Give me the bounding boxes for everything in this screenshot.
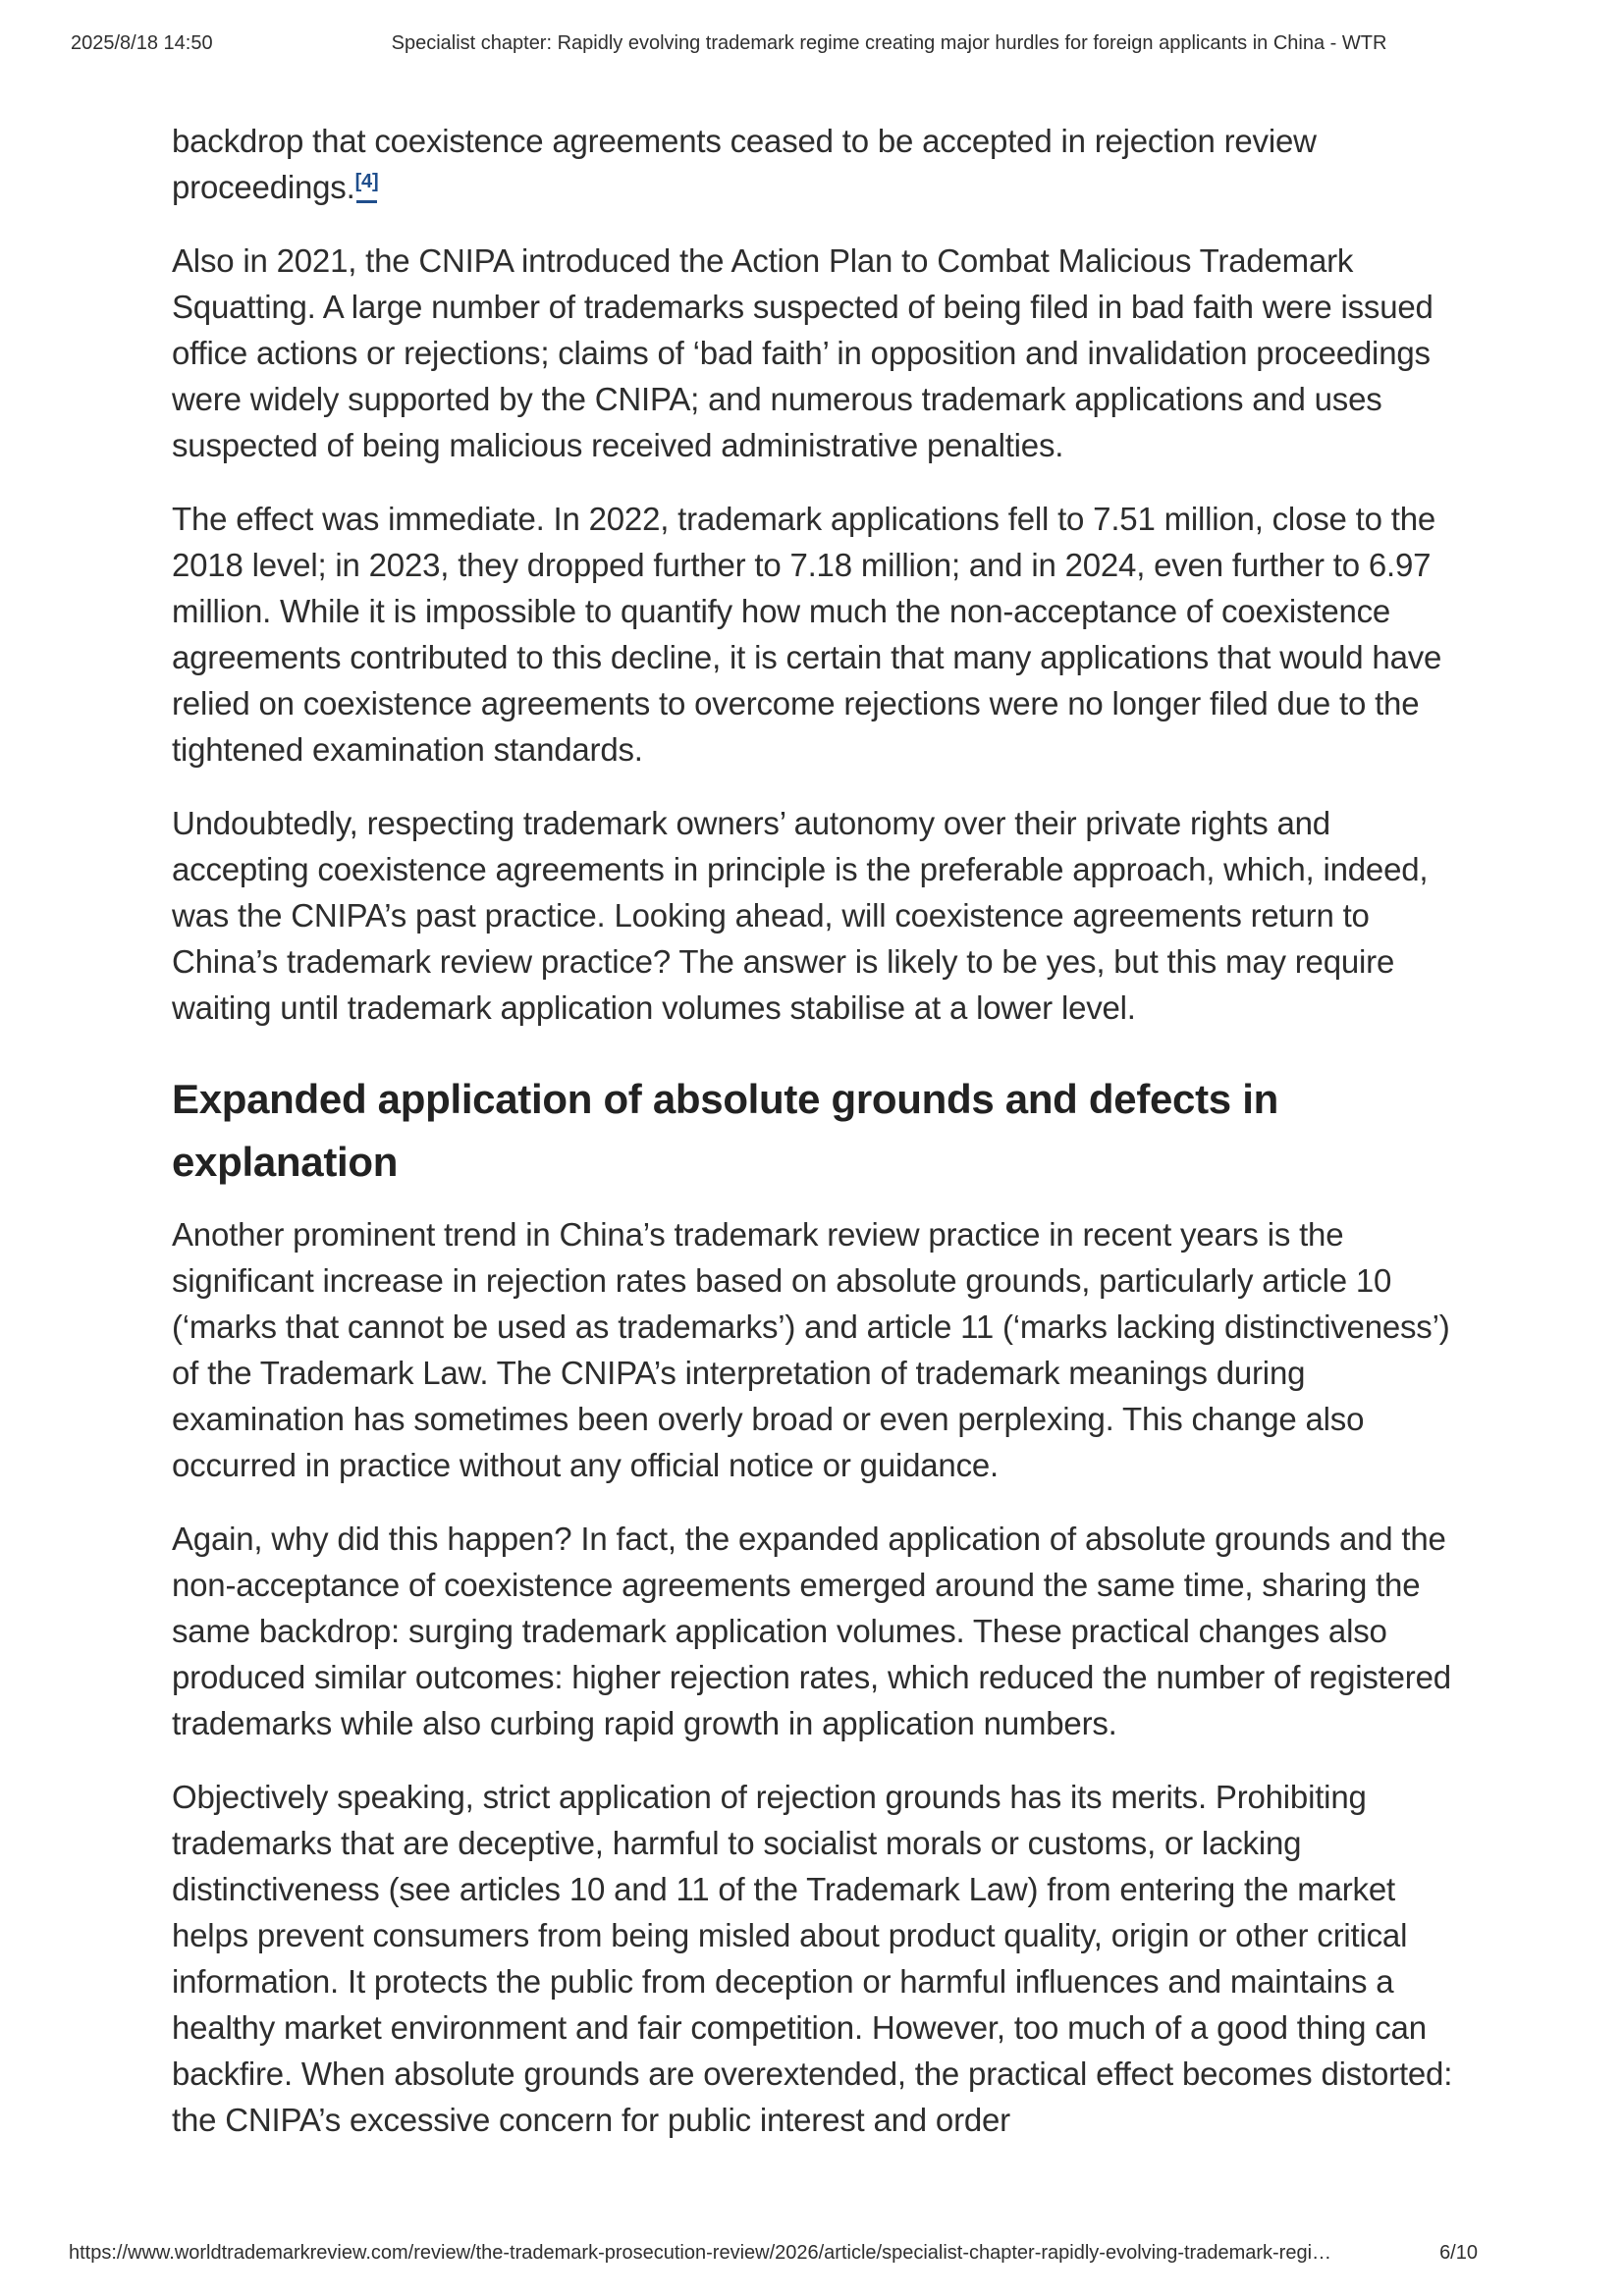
print-timestamp: 2025/8/18 14:50	[71, 32, 213, 54]
page-title: Specialist chapter: Rapidly evolving trademark regime creating major hurdles for foreign applicants in China - WTR	[391, 32, 1387, 54]
section-heading: Expanded application of absolute grounds and defects in explanation	[172, 1076, 1278, 1185]
paragraph: Another prominent trend in China’s trademark review practice in recent years is the significant increase in rejection rates based on absolute grounds, particularly article 10 (‘marks that cannot be used as trademarks’) and article 11 (‘marks lacking distinctiveness’) of the Trademark Law. The CNIPA’s interpretation of trademark meanings during examination has sometimes been overly broad or even perplexing. This change also occurred in practice without any official notice or guidance.	[172, 1216, 1450, 1483]
paragraph-opening-fragment	[172, 118, 1470, 210]
paragraph: Again, why did this happen? In fact, the expanded application of absolute grounds and the non-acceptance of coexistence agreements emerged around the same time, sharing the same backdrop: surging trademark application volumes. These practical changes also produced similar outcomes: higher rejection rates, which reduced the number of registered trademarks while also curbing rapid growth in application numbers.	[172, 1521, 1451, 1741]
paragraph: Objectively speaking, strict application of rejection grounds has its merits. Prohibiting trademarks that are deceptive, harmful to socialist morals or customs, or lacking distinctiveness (see articles 10 and 11 of the Trademark Law) from entering the market helps prevent consumers from being misled about product quality, origin or other critical information. It protects the public from deception or harmful influences and maintains a healthy market environment and fair competition. However, too much of a good thing can backfire. When absolute grounds are overextended, the practical effect becomes distorted: the CNIPA’s excessive concern for public interest and order	[172, 1779, 1453, 2138]
paragraph: Undoubtedly, respecting trademark owners’ autonomy over their private rights and accepting coexistence agreements in principle is the preferable approach, which, indeed, was the CNIPA’s past practice. Looking ahead, will coexistence agreements return to China’s trademark review practice? The answer is likely to be yes, but this may require waiting until trademark application volumes stabilise at a lower level.	[172, 805, 1429, 1026]
paragraph-text: backdrop that coexistence agreements ceased to be accepted in rejection review proceedings.	[172, 123, 1317, 205]
footnote-4-link[interactable]	[355, 169, 379, 205]
source-url: https://www.worldtrademarkreview.com/review/the-trademark-prosecution-review/2026/article/specialist-chapter-rapidly-evolving-trademark-regi…	[69, 2242, 1332, 2264]
footnote-4-marker: [4]	[354, 171, 379, 192]
article-content	[172, 118, 1470, 2170]
paragraph: The effect was immediate. In 2022, trademark applications fell to 7.51 million, close to the 2018 level; in 2023, they dropped further to 7.18 million; and in 2024, even further to 6.97 million. While it is impossible to quantify how much the non-acceptance of coexistence agreements contributed to this decline, it is certain that many applications that would have relied on coexistence agreements to overcome rejections were no longer filed due to the tightened examination standards.	[172, 501, 1442, 768]
paragraph: Also in 2021, the CNIPA introduced the Action Plan to Combat Malicious Trademark Squatting. A large number of trademarks suspected of being filed in bad faith were issued office actions or rejections; claims of ‘bad faith’ in opposition and invalidation proceedings were widely supported by the CNIPA; and numerous trademark applications and uses suspected of being malicious received administrative penalties.	[172, 242, 1434, 463]
print-footer	[69, 2241, 1478, 2265]
page-indicator: 6/10	[1439, 2242, 1478, 2264]
print-header	[63, 31, 1560, 55]
